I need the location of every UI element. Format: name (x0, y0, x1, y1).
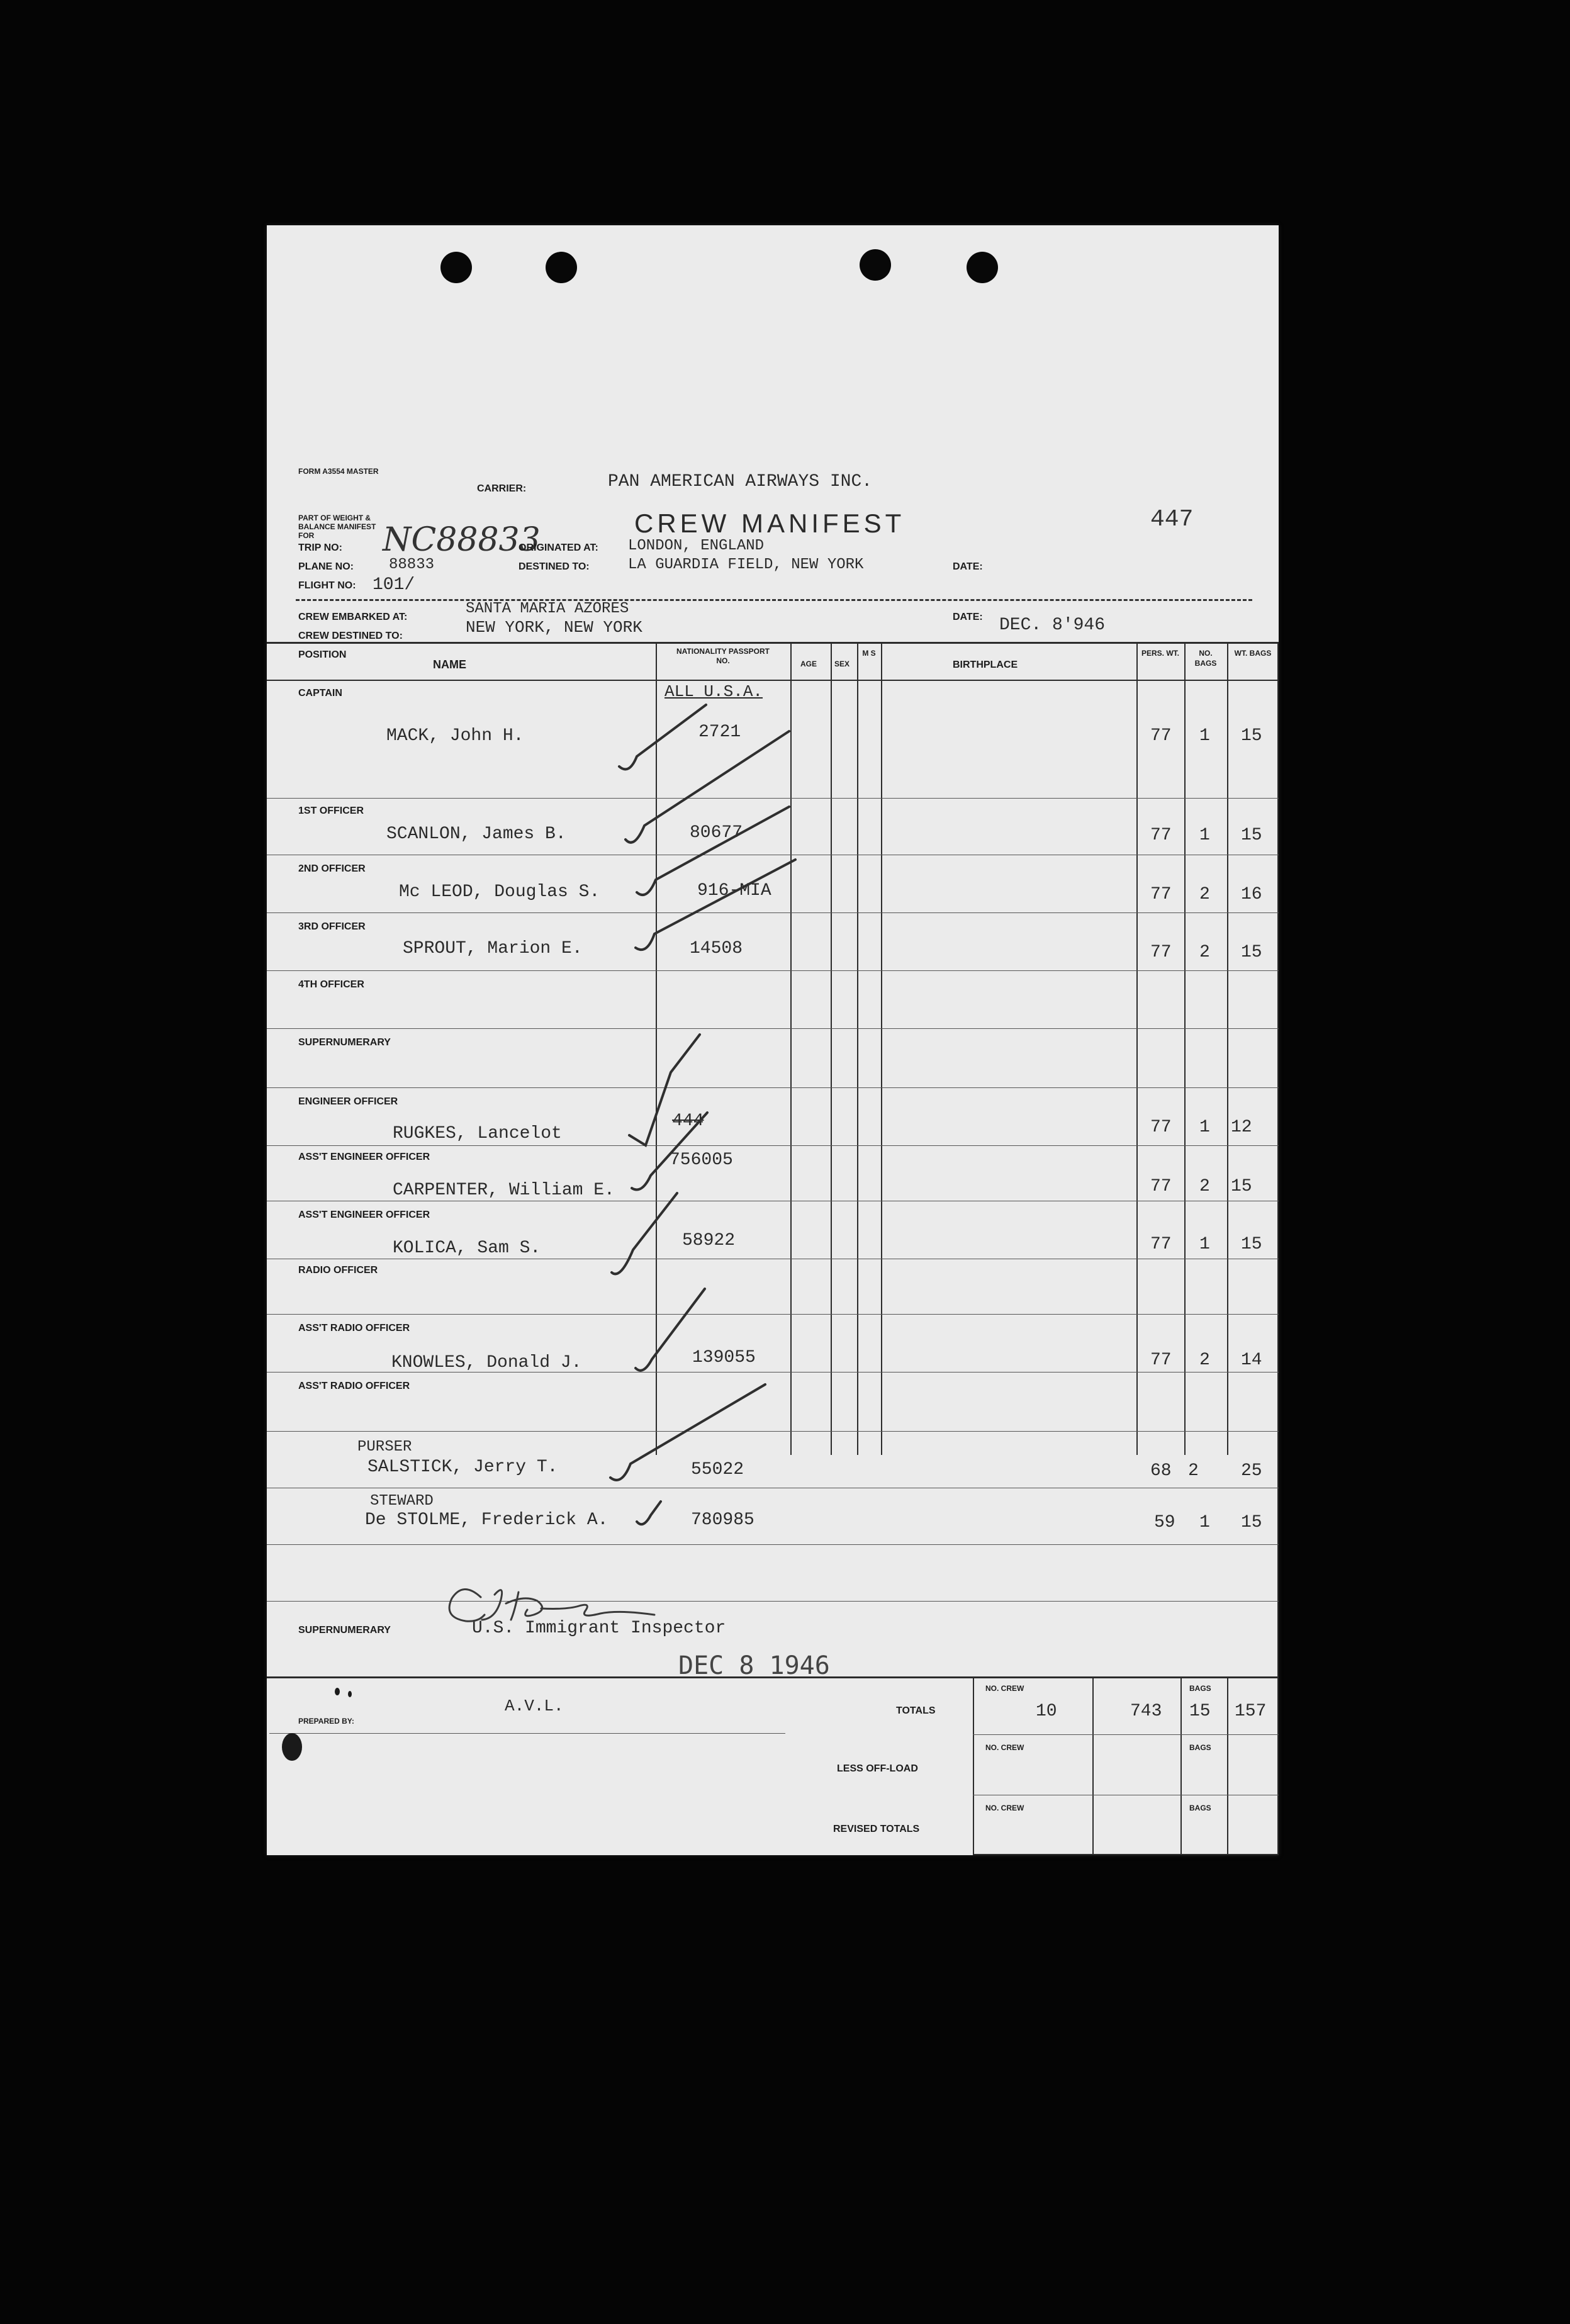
row-pers-wt: 77 (1150, 826, 1172, 845)
check-mark-icon (636, 860, 795, 950)
col-wt-bags: WT. BAGS (1234, 649, 1272, 658)
row-name: KNOWLES, Donald J. (391, 1353, 582, 1373)
total-bag-weight: 157 (1235, 1702, 1267, 1721)
check-mark-icon (637, 1502, 661, 1524)
row-name: De STOLME, Frederick A. (365, 1510, 608, 1530)
prepared-by-label: PREPARED BY: (298, 1717, 354, 1726)
row-position: 2ND OFFICER (298, 863, 366, 874)
no-crew-label: NO. CREW (985, 1743, 1024, 1752)
col-nationality: NATIONALITY PASSPORT NO. (676, 647, 770, 665)
row-position: PURSER (357, 1439, 412, 1456)
flight-no-value: 101/ (373, 575, 415, 595)
check-mark-icon (629, 1035, 700, 1145)
originated-label: ORIGINATED AT: (519, 542, 598, 553)
row-bags: 2 (1199, 1350, 1210, 1370)
row-pers-wt: 77 (1150, 1177, 1172, 1196)
manifest-page (267, 225, 1279, 1855)
row-bags: 2 (1199, 1177, 1210, 1196)
row-name: MACK, John H. (386, 726, 524, 746)
row-pers-wt: 77 (1150, 943, 1172, 962)
part-of-label: PART OF WEIGHT & BALANCE MANIFEST FOR (298, 514, 376, 540)
plane-no-value: 88833 (389, 556, 435, 573)
destined-value: LA GUARDIA FIELD, NEW YORK (628, 556, 864, 573)
row-name: SPROUT, Marion E. (403, 939, 583, 958)
nationality-all: ALL U.S.A. (664, 682, 763, 701)
row-passport: 444 (672, 1111, 704, 1131)
row-passport: 80677 (690, 823, 743, 843)
row-bags: 2 (1199, 885, 1210, 904)
crew-embarked-value: SANTA MARIA AZORES (466, 600, 629, 617)
crew-destined-value: NEW YORK, NEW YORK (466, 618, 642, 637)
col-position: POSITION (298, 649, 347, 660)
col-pers-wt: PERS. WT. (1141, 649, 1179, 658)
row-bags: 1 (1199, 1513, 1210, 1532)
row-bags: 1 (1199, 1118, 1210, 1137)
form-number: FORM A3554 MASTER (298, 467, 379, 476)
totals-label: TOTALS (896, 1705, 936, 1716)
revised-totals-label: REVISED TOTALS (833, 1824, 920, 1834)
row-wt-bags: 25 (1241, 1461, 1262, 1481)
row-passport: 916-MIA (697, 881, 771, 901)
row-passport: 58922 (682, 1231, 736, 1250)
check-mark-icon (610, 1384, 765, 1480)
check-mark-icon (636, 1289, 705, 1371)
row-wt-bags: 14 (1241, 1350, 1262, 1370)
row-passport: 2721 (698, 722, 741, 742)
row-wt-bags: 15 (1241, 1513, 1262, 1532)
row-wt-bags: 15 (1241, 943, 1262, 962)
row-bags: 1 (1199, 726, 1210, 746)
row-pers-wt: 77 (1150, 726, 1172, 746)
handwritten-marks (267, 225, 1279, 1855)
trip-no-value: NC88833 (383, 521, 541, 559)
row-position: ASS'T ENGINEER OFFICER (298, 1210, 430, 1220)
row-bags: 2 (1188, 1461, 1199, 1481)
row-name: SCANLON, James B. (386, 824, 566, 844)
row-position: ASS'T ENGINEER OFFICER (298, 1152, 430, 1162)
col-age: AGE (800, 660, 817, 668)
row-name: SALSTICK, Jerry T. (367, 1457, 558, 1477)
row-bags: 1 (1199, 1235, 1210, 1254)
total-crew: 10 (1036, 1702, 1057, 1721)
row-pers-wt: 77 (1150, 1118, 1172, 1137)
date-label: DATE: (953, 561, 983, 572)
no-crew-label: NO. CREW (985, 1804, 1024, 1812)
row-wt-bags: 15 (1231, 1177, 1252, 1196)
total-weight: 743 (1130, 1702, 1162, 1721)
crew-embarked-label: CREW EMBARKED AT: (298, 612, 408, 622)
row-position: 4TH OFFICER (298, 979, 364, 990)
row-name: Mc LEOD, Douglas S. (399, 882, 600, 902)
bags-label: BAGS (1189, 1743, 1211, 1752)
trip-no-label: TRIP NO: (298, 542, 342, 553)
check-mark-icon (612, 1193, 677, 1274)
no-crew-label: NO. CREW (985, 1684, 1024, 1693)
row-pers-wt: 77 (1150, 885, 1172, 904)
row-passport: 139055 (692, 1348, 756, 1367)
row-passport: 756005 (670, 1150, 733, 1170)
destined-label: DESTINED TO: (519, 561, 590, 572)
date2-label: DATE: (953, 612, 983, 622)
row-pers-wt: 59 (1154, 1513, 1175, 1532)
row-position: SUPERNUMERARY (298, 1037, 391, 1048)
check-mark-icon (619, 705, 706, 769)
col-name: NAME (433, 658, 466, 671)
row-passport: 14508 (690, 939, 743, 958)
col-ms: M S (862, 649, 876, 658)
check-mark-icon (637, 807, 789, 895)
row-bags: 1 (1199, 826, 1210, 845)
total-bags: 15 (1189, 1702, 1211, 1721)
inspector-title: U.S. Immigrant Inspector (472, 1619, 726, 1638)
row-name: RUGKES, Lancelot (393, 1124, 562, 1143)
row-bags: 2 (1199, 943, 1210, 962)
col-no-bags: NO. BAGS (1194, 649, 1217, 668)
check-mark-icon (632, 1113, 707, 1190)
row-passport: 55022 (691, 1460, 744, 1479)
row-position: 1ST OFFICER (298, 806, 364, 816)
row-name: CARPENTER, William E. (393, 1181, 615, 1200)
row-position: CAPTAIN (298, 688, 342, 699)
bags-label: BAGS (1189, 1684, 1211, 1693)
date2-value: DEC. 8'946 (999, 615, 1106, 635)
col-sex: SEX (834, 660, 850, 668)
carrier-label: CARRIER: (477, 483, 527, 494)
row-position: RADIO OFFICER (298, 1265, 378, 1276)
page-number: 447 (1150, 506, 1194, 533)
prepared-by-value: A.V.L. (505, 1697, 564, 1715)
carrier-value: PAN AMERICAN AIRWAYS INC. (608, 472, 873, 491)
row-wt-bags: 15 (1241, 1235, 1262, 1254)
row-position: 3RD OFFICER (298, 921, 366, 932)
col-birthplace: BIRTHPLACE (953, 660, 1018, 670)
inspector-signature (449, 1589, 654, 1621)
ink-smudge (282, 1688, 352, 1761)
date-stamp: DEC 8 1946 (678, 1651, 830, 1680)
row-wt-bags: 15 (1241, 726, 1262, 746)
row-position: ASS'T RADIO OFFICER (298, 1381, 410, 1391)
less-offload-label: LESS OFF-LOAD (837, 1763, 918, 1774)
row-position: ENGINEER OFFICER (298, 1096, 398, 1107)
row-pers-wt: 68 (1150, 1461, 1172, 1481)
row-pers-wt: 77 (1150, 1350, 1172, 1370)
row-name: KOLICA, Sam S. (393, 1238, 541, 1258)
footer-supernumerary-label: SUPERNUMERARY (298, 1625, 391, 1636)
crew-destined-label: CREW DESTINED TO: (298, 631, 403, 641)
originated-value: LONDON, ENGLAND (628, 537, 765, 554)
row-pers-wt: 77 (1150, 1235, 1172, 1254)
row-position: STEWARD (370, 1493, 434, 1510)
row-wt-bags: 16 (1241, 885, 1262, 904)
row-position: ASS'T RADIO OFFICER (298, 1323, 410, 1333)
plane-no-label: PLANE NO: (298, 561, 354, 572)
flight-no-label: FLIGHT NO: (298, 580, 356, 591)
row-wt-bags: 15 (1241, 826, 1262, 845)
row-passport: 780985 (691, 1510, 754, 1530)
document-title: CREW MANIFEST (634, 508, 906, 538)
bags-label: BAGS (1189, 1804, 1211, 1812)
row-wt-bags: 12 (1231, 1118, 1252, 1137)
